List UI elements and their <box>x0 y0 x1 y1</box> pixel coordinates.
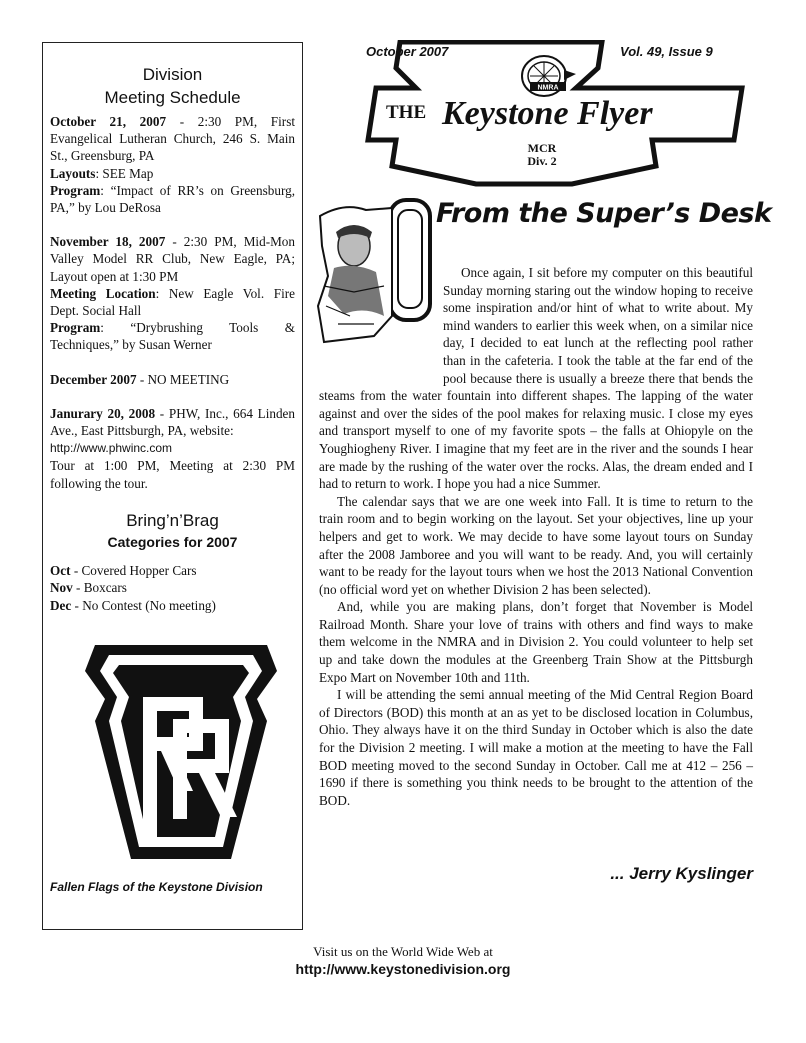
masthead-the: THE <box>386 102 427 123</box>
meeting-date: October 21, 2007 <box>50 114 167 129</box>
nmra-badge-text: NMRA <box>537 84 559 92</box>
brag-title: Bring’n’Brag <box>126 510 219 530</box>
program-value: : “Impact of RR’s on Greensburg, PA,” by Lou DeRosa <box>50 182 295 216</box>
schedule-title-line1: Division <box>142 65 203 84</box>
meeting-details: - 2:30 PM, First Evangelical Lutheran Church, 246 S. Main St., Greensburg, PA <box>50 114 295 164</box>
program-label: Program <box>50 182 101 198</box>
article-signature: ... Jerry Kyslinger <box>610 864 753 883</box>
layouts-value: : SEE Map <box>95 165 154 181</box>
footer-url-link[interactable]: http://www.keystonedivision.org <box>295 961 511 977</box>
meeting-entry <box>50 233 295 353</box>
meeting-details: - PHW, Inc., 664 Linden Ave., East Pittsburgh, PA, website: <box>50 405 295 439</box>
logo-caption: Fallen Flags of the Keystone Division <box>50 880 263 894</box>
program-label: Program <box>50 320 101 336</box>
schedule-title-line2: Meeting Schedule <box>104 88 241 107</box>
meeting-date: November 18, 2007 <box>50 234 166 250</box>
nmra-emblem-icon <box>516 52 578 98</box>
article-paragraph: And, while you are making plans, don’t forget that November is Model Railroad Month. Share your love of trains with others and find ways to make them welcome in the NMRA and in Division 2. You could volunteer to help set up and take down the modules at the Greenberg Train Show at the Pittsburgh Expo Mart on November 10th and 11th. <box>319 599 753 685</box>
masthead-division: Div. 2 <box>527 154 557 168</box>
article-title: From the Super’s Desk <box>436 198 772 229</box>
volume-issue: Vol. 49, Issue 9 <box>620 44 713 59</box>
meeting-date: Janurary 20, 2008 <box>50 405 156 421</box>
meeting-date: December 2007 <box>50 371 137 387</box>
program-value: : “Drybrushing Tools & Techniques,” by Susan Werner <box>50 320 295 353</box>
meeting-entry <box>50 113 295 216</box>
category-text: - Covered Hopper Cars <box>70 562 197 578</box>
category-item <box>50 579 295 597</box>
meeting-details: - NO MEETING <box>136 371 230 387</box>
category-list <box>50 562 295 615</box>
website-link[interactable]: http://www.phwinc.com <box>50 441 173 456</box>
masthead-region <box>522 142 562 168</box>
footer-text: Visit us on the World Wide Web at <box>313 944 493 959</box>
tour-details: Tour at 1:00 PM, Meeting at 2:30 PM following the tour. <box>50 458 295 491</box>
article-paragraph: Once again, I sit before my computer on this beautiful Sunday morning staring out the window hoping to receive some inspiration and/or hint of what to write about. My mind wanders to earlier this week when, on a similar nice day, I decided to eat lunch at the reflecting pool rather than in the cafeteria. I took the table at the far end of the pool because there is usually a breeze there that bends the steams from the water fountain into different shapes. The lapping of the water against and over the sides of the pool makes for relaxing music. I close my eyes and transport myself to one of my favorite spots – the falls at Ohiopyle on the Youghiogheny River. I imagine that my feet are in the river and the sounds I hear are made by the rushing of the water over the rocks. Alas, the dream ended and I had to return to work. I hope you had a nice Summer. <box>319 265 753 492</box>
photo-spacer <box>319 264 443 372</box>
prr-keystone-logo <box>81 641 281 863</box>
article-paragraph: The calendar says that we are one week into Fall. It is time to return to the train room and to begin working on the layout. Set your objectives, line up your helpers and get to work. We may decide to have some layout tours on Sunday after the 2008 Jamboree and you will want to be ready. And, you will certainly want to be ready for the layout tours when we host the 2013 National Convention (no official word yet on whether Division 2 has been selected). <box>319 493 753 597</box>
layouts-label: Layouts <box>50 165 96 181</box>
newsletter-name: Keystone Flyer <box>442 95 653 132</box>
category-item <box>50 597 295 615</box>
meeting-details: - 2:30 PM, Mid-Mon Valley Model RR Club, New Eagle, PA; Layout open at 1:30 PM <box>50 234 295 284</box>
article-body <box>319 264 753 809</box>
location-label: Meeting Location <box>50 285 156 301</box>
category-month: Oct <box>50 562 71 578</box>
masthead-mcr: MCR <box>527 141 557 155</box>
location-value: : New Eagle Vol. Fire Dept. Social Hall <box>50 285 295 319</box>
category-month: Nov <box>50 580 73 596</box>
meeting-entry <box>50 371 295 388</box>
article-paragraph: I will be attending the semi annual meeting of the Mid Central Region Board of Directors (BOD) this month at an as yet to be disclosed location in Columbus, Ohio. They always have it on the third Sunday in October which is also the date for the Division 2 meeting. I will make a motion at the meeting to have the Fall BOD meeting moved to the second Sunday in October. Call me at 412 – 256 – 1690 if there is something you think needs to be brought to the attention of the BOD. <box>319 687 753 808</box>
category-item <box>50 562 295 580</box>
category-text: - Boxcars <box>72 580 127 596</box>
category-text: - No Contest (No meeting) <box>71 597 216 613</box>
issue-date: October 2007 <box>366 44 449 59</box>
sidebar-panel <box>42 42 303 930</box>
category-month: Dec <box>50 597 72 613</box>
meeting-entry <box>50 405 295 492</box>
brag-subtitle: Categories for 2007 <box>107 533 238 550</box>
